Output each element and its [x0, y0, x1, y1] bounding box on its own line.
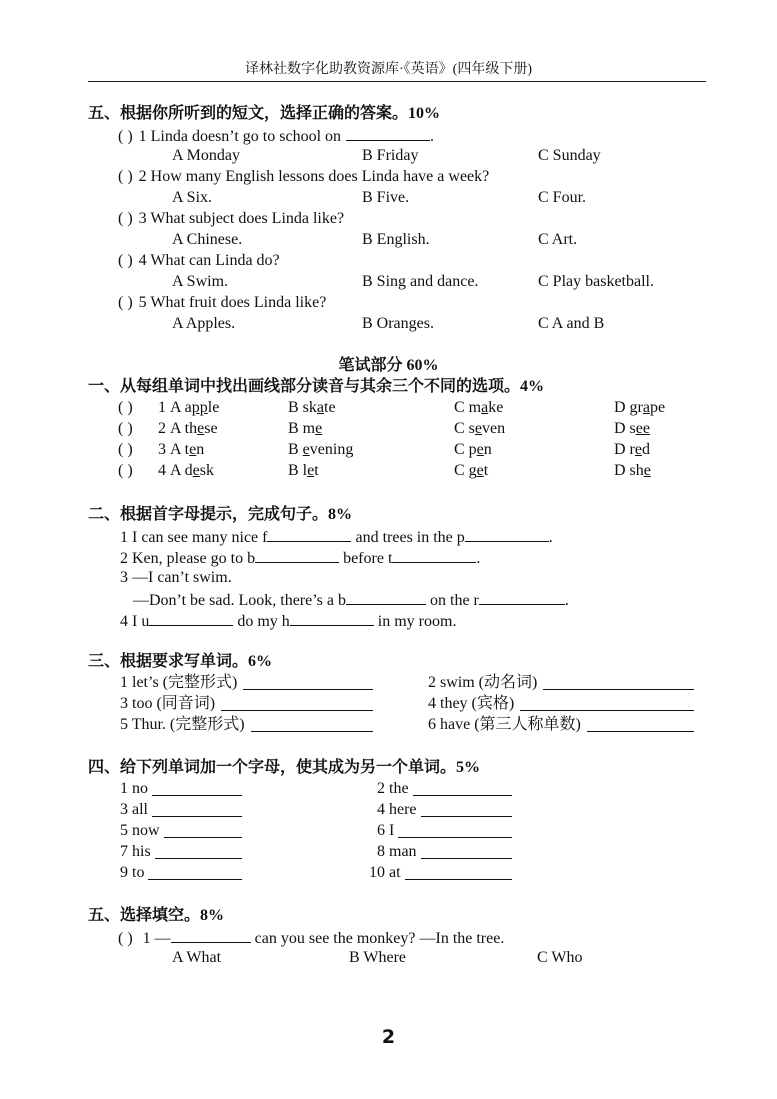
s2-l1-b: and trees in the p — [355, 529, 465, 546]
item-number: 2 — [158, 420, 166, 437]
page-header: 译林社数字化助教资源库·《英语》(四年级下册) — [245, 62, 532, 77]
word-part: D sh — [614, 462, 644, 479]
word-item — [428, 673, 537, 693]
word-item — [120, 694, 215, 714]
word-part: le — [207, 399, 220, 416]
word-prompt: 1 let’s (完整形式) — [120, 674, 238, 691]
question-stem: 3 What subject does Linda like? — [138, 210, 345, 227]
s2-l4-c: . — [564, 592, 569, 609]
answer-blank[interactable] — [405, 864, 512, 880]
word-item — [120, 800, 148, 820]
answer-option: B Five. — [362, 189, 410, 206]
word-prompt: 7 his — [120, 843, 151, 860]
underlined-part: e — [634, 441, 642, 458]
word-part: B — [288, 441, 303, 458]
word-option — [158, 461, 214, 481]
answer-blank[interactable] — [221, 695, 373, 711]
section5-title: 五、选择填空。8% — [88, 907, 225, 924]
word-part: n — [483, 441, 492, 458]
word-part: vening — [309, 441, 354, 458]
answer-option: A Six. — [172, 189, 213, 206]
listening-section-title: 五、根据你所听到的短文，选择正确的答案。10% — [88, 105, 441, 122]
word-prompt: 3 too (同音词) — [120, 695, 216, 712]
word-part: se — [204, 420, 218, 437]
word-part: C m — [454, 399, 482, 416]
listening-question — [118, 209, 344, 229]
listening-question — [118, 251, 280, 271]
word-part: A d — [170, 462, 193, 479]
s5-q1-option-b: B Where — [349, 949, 407, 966]
answer-blank[interactable] — [171, 927, 251, 943]
word-part: t — [314, 462, 319, 479]
answer-paren[interactable]: ( ) — [118, 930, 133, 947]
answer-option: B Friday — [362, 147, 419, 164]
answer-blank[interactable] — [148, 864, 242, 880]
word-option — [158, 440, 204, 460]
answer-option: A Monday — [172, 147, 240, 164]
word-prompt: 9 to — [120, 864, 145, 881]
s5-q1-option-c: C Who — [537, 949, 583, 966]
word-part: D r — [614, 441, 635, 458]
header-divider — [88, 81, 706, 82]
word-option — [454, 440, 492, 460]
s2-l5-a: 4 I u — [120, 613, 150, 630]
s2-l5-b: do my h — [237, 613, 290, 630]
answer-paren[interactable]: ( ) — [118, 128, 133, 145]
word-part: D s — [614, 420, 636, 437]
answer-paren[interactable]: ( ) — [118, 294, 133, 311]
section3-title: 三、根据要求写单词。6% — [88, 653, 273, 670]
answer-blank[interactable] — [155, 843, 242, 859]
word-item — [120, 863, 144, 883]
word-option — [158, 398, 219, 418]
word-item — [377, 779, 409, 799]
word-prompt: 6 I — [377, 822, 395, 839]
word-part: te — [324, 399, 336, 416]
answer-option: C Four. — [538, 189, 587, 206]
answer-option: A Swim. — [172, 273, 229, 290]
listening-question — [118, 293, 326, 313]
word-prompt: 2 swim (动名词) — [428, 674, 538, 691]
item-number: 3 — [158, 441, 166, 458]
s2-l4-b: on the r — [430, 592, 479, 609]
underlined-part: a — [316, 399, 325, 416]
answer-blank[interactable] — [413, 780, 512, 796]
word-prompt: 1 no — [120, 780, 148, 797]
underlined-part: e — [474, 420, 483, 437]
answer-blank[interactable] — [392, 547, 476, 563]
word-part: B sk — [288, 399, 317, 416]
answer-paren[interactable]: ( ) — [118, 462, 133, 479]
answer-blank[interactable] — [255, 547, 339, 563]
underlined-part: e — [189, 441, 197, 458]
item-number: 1 — [158, 399, 166, 416]
underlined-part: e — [315, 420, 323, 437]
word-option — [454, 419, 505, 439]
answer-option: C Sunday — [538, 147, 601, 164]
s2-l5-c: in my room. — [377, 613, 457, 630]
word-item — [377, 800, 417, 820]
word-part: A th — [170, 420, 198, 437]
word-item — [120, 821, 160, 841]
s2-l2-a: 2 Ken, please go to b — [120, 550, 256, 567]
page-number: 2 — [381, 1026, 396, 1048]
answer-blank[interactable] — [421, 801, 512, 817]
word-option — [158, 419, 218, 439]
s5-q1-post: can you see the monkey? —In the tree. — [254, 930, 505, 947]
answer-blank[interactable] — [149, 610, 233, 626]
question-stem: 4 What can Linda do? — [138, 252, 280, 269]
answer-blank[interactable] — [587, 716, 694, 732]
word-option — [614, 461, 651, 481]
answer-blank[interactable] — [398, 822, 512, 838]
word-part: d — [642, 441, 650, 458]
word-item — [120, 673, 237, 693]
word-prompt: 6 have (第三人称单数) — [428, 716, 581, 733]
underlined-part: e — [307, 462, 315, 479]
section2-sentence-4 — [120, 610, 456, 632]
answer-blank[interactable] — [164, 822, 242, 838]
answer-blank[interactable] — [465, 526, 549, 542]
section2-sentence-1 — [120, 526, 553, 548]
answer-blank[interactable] — [543, 674, 694, 690]
answer-blank[interactable] — [346, 589, 426, 605]
underlined-part: e — [192, 462, 200, 479]
word-prompt: 4 they (宾格) — [428, 695, 515, 712]
listening-question — [118, 167, 489, 187]
word-part: sk — [199, 462, 215, 479]
section5-question-1 — [118, 927, 504, 949]
answer-paren[interactable]: ( ) — [118, 399, 133, 416]
answer-paren[interactable]: ( ) — [118, 441, 133, 458]
word-option — [454, 461, 488, 481]
answer-blank[interactable] — [251, 716, 373, 732]
word-option — [614, 440, 650, 460]
word-part: D gr — [614, 399, 643, 416]
word-option — [288, 419, 322, 439]
answer-option: C Art. — [538, 231, 578, 248]
word-prompt: 5 Thur. (完整形式) — [120, 716, 245, 733]
word-part: t — [483, 462, 489, 479]
underlined-part: ee — [635, 420, 650, 437]
s5-q1-option-a: A What — [172, 949, 222, 966]
answer-blank[interactable] — [267, 526, 351, 542]
answer-blank[interactable] — [243, 674, 373, 690]
question-stem: 5 What fruit does Linda like? — [138, 294, 327, 311]
word-option — [288, 440, 353, 460]
word-part: n — [196, 441, 205, 458]
answer-paren[interactable]: ( ) — [118, 420, 133, 437]
word-option — [614, 398, 665, 418]
word-part: C g — [454, 462, 477, 479]
s5-q1-pre: 1 — — [142, 930, 171, 947]
word-item — [369, 863, 401, 883]
underlined-part: e — [197, 420, 205, 437]
word-prompt: 8 man — [377, 843, 417, 860]
underlined-part: e — [476, 462, 484, 479]
section1-title: 一、从每组单词中找出画线部分读音与其余三个不同的选项。4% — [88, 378, 545, 395]
word-prompt: 2 the — [377, 780, 409, 797]
section2-sentence-3: 3 —I can’t swim. — [120, 569, 232, 586]
s2-l1-a: 1 I can see many nice f — [120, 529, 268, 546]
word-item — [428, 715, 581, 735]
section2-sentence-2 — [120, 547, 480, 569]
underlined-part: e — [643, 462, 651, 479]
word-item — [120, 779, 148, 799]
answer-option: B English. — [362, 231, 430, 248]
listening-question — [118, 125, 434, 147]
answer-blank[interactable] — [152, 780, 242, 796]
answer-option: B Oranges. — [362, 315, 434, 332]
answer-paren[interactable]: ( ) — [118, 252, 133, 269]
answer-blank[interactable] — [479, 589, 565, 605]
word-prompt: 4 here — [377, 801, 417, 818]
written-part-title: 笔试部分 60% — [338, 357, 439, 374]
answer-blank[interactable] — [290, 610, 374, 626]
word-option — [288, 461, 319, 481]
word-item — [120, 842, 151, 862]
word-part: ke — [488, 399, 504, 416]
answer-option: C A and B — [538, 315, 605, 332]
question-end: . — [430, 128, 435, 145]
answer-paren[interactable]: ( ) — [118, 210, 133, 227]
word-part: A a — [170, 399, 192, 416]
s2-l2-c: . — [476, 550, 481, 567]
word-prompt: 3 all — [120, 801, 148, 818]
word-option — [454, 398, 503, 418]
word-part: ven — [482, 420, 506, 437]
answer-blank[interactable] — [520, 695, 694, 711]
question-stem: 2 How many English lessons does Linda have a week? — [138, 168, 490, 185]
answer-option: B Sing and dance. — [362, 273, 479, 290]
underlined-part: e — [476, 441, 484, 458]
answer-blank[interactable] — [421, 843, 512, 859]
answer-blank[interactable] — [346, 125, 430, 141]
answer-option: C Play basketball. — [538, 273, 654, 290]
answer-blank[interactable] — [152, 801, 242, 817]
answer-option: A Apples. — [172, 315, 236, 332]
answer-option: A Chinese. — [172, 231, 243, 248]
s2-l1-c: . — [548, 529, 553, 546]
item-number: 4 — [158, 462, 166, 479]
word-part: C p — [454, 441, 477, 458]
word-part: pe — [650, 399, 666, 416]
word-item — [120, 715, 245, 735]
word-prompt: 10 at — [369, 864, 401, 881]
s2-l4-a: —Don’t be sad. Look, there’s a b — [133, 592, 346, 609]
section2-sentence-3-reply — [133, 589, 569, 611]
word-option — [614, 419, 650, 439]
s2-l2-b: before t — [343, 550, 393, 567]
word-part: B l — [288, 462, 308, 479]
word-part: B m — [288, 420, 316, 437]
word-part: A t — [170, 441, 190, 458]
answer-paren[interactable]: ( ) — [118, 168, 133, 185]
underlined-part: e — [302, 441, 310, 458]
word-item — [428, 694, 514, 714]
underlined-part: pp — [191, 399, 208, 416]
question-stem: 1 Linda doesn’t go to school on — [138, 128, 342, 145]
underlined-part: a — [481, 399, 489, 416]
section2-title: 二、根据首字母提示，完成句子。8% — [88, 506, 353, 523]
section4-title: 四、给下列单词加一个字母，使其成为另一个单词。5% — [88, 759, 481, 776]
word-item — [377, 821, 394, 841]
word-prompt: 5 now — [120, 822, 160, 839]
word-part: C s — [454, 420, 475, 437]
word-item — [377, 842, 417, 862]
word-option — [288, 398, 336, 418]
underlined-part: a — [642, 399, 650, 416]
